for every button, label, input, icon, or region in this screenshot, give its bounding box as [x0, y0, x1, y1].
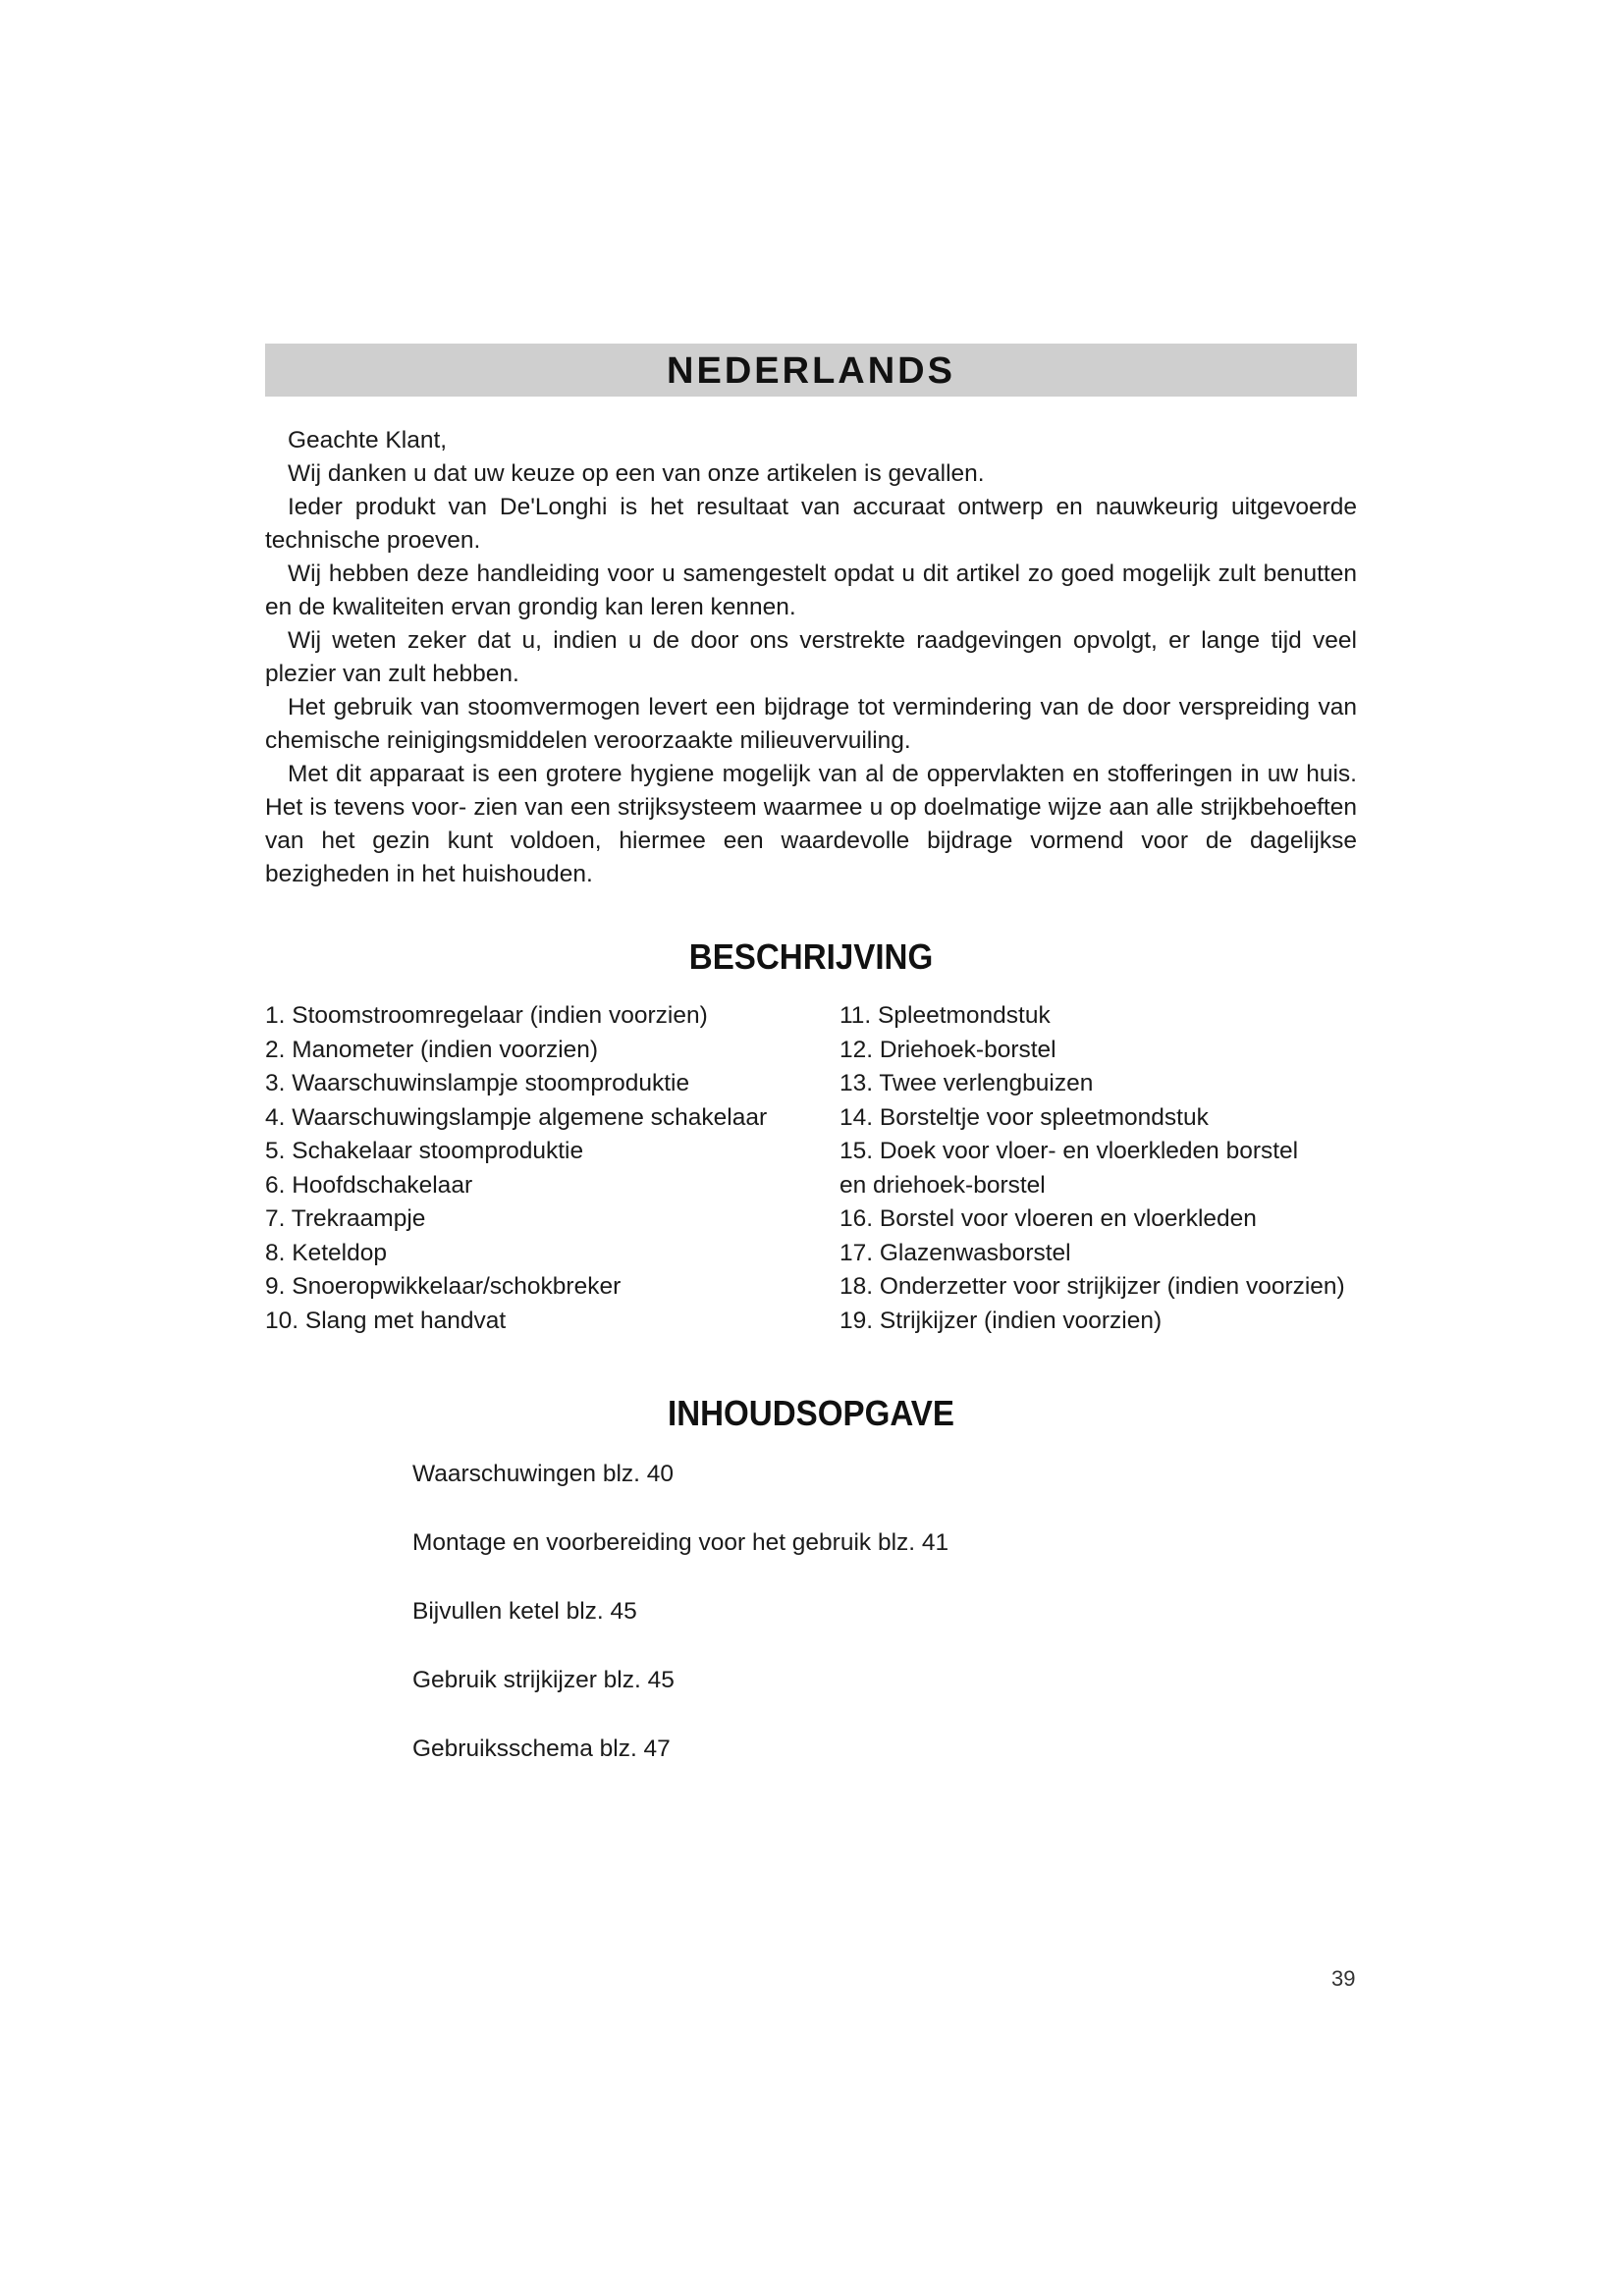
- toc-entry: Gebruik strijkijzer blz. 45: [412, 1667, 675, 1693]
- part-item: 5. Schakelaar stoomproduktie: [265, 1138, 584, 1164]
- intro-paragraph: Wij danken u dat uw keuze op een van onze artikelen is gevallen.: [288, 460, 985, 487]
- part-item: 10. Slang met handvat: [265, 1307, 507, 1334]
- part-item-continuation: en driehoek-borstel: [839, 1171, 1046, 1199]
- part-item: 8. Keteldop: [265, 1239, 387, 1266]
- inhoudsopgave-heading: INHOUDSOPGAVE: [668, 1393, 954, 1433]
- part-item: 2. Manometer (indien voorzien): [265, 1036, 599, 1063]
- toc-entry: Montage en voorbereiding voor het gebruik blz. 41: [412, 1529, 949, 1556]
- part-item: 4. Waarschuwingslampje algemene schakelaar: [265, 1103, 768, 1131]
- part-item: 12. Driehoek-borstel: [839, 1036, 1056, 1063]
- part-item: 7. Trekraampje: [265, 1205, 426, 1232]
- part-item: 18. Onderzetter voor strijkijzer (indien voorzien): [839, 1273, 1345, 1300]
- toc-entry: Gebruiksschema blz. 47: [412, 1735, 671, 1762]
- toc-entry: Bijvullen ketel blz. 45: [412, 1598, 637, 1625]
- part-item: 14. Borsteltje voor spleetmondstuk: [839, 1103, 1209, 1131]
- part-item: 17. Glazenwasborstel: [839, 1239, 1071, 1266]
- toc-entry: Waarschuwingen blz. 40: [412, 1461, 675, 1487]
- intro-paragraph: Geachte Klant,: [288, 427, 448, 454]
- part-item: 15. Doek voor vloer- en vloerkleden borstel: [839, 1138, 1299, 1164]
- part-item: 6. Hoofdschakelaar: [265, 1171, 473, 1199]
- intro-paragraph: Wij hebben deze handleiding voor u samengestelt opdat u dit artikel zo goed mogelijk zult benutten en de kwaliteiten ervan grondig kan leren kennen.: [265, 561, 1357, 620]
- parts-list: [265, 999, 1357, 1338]
- part-item: 3. Waarschuwinslampje stoomproduktie: [265, 1070, 690, 1096]
- intro-paragraph: Het gebruik van stoomvermogen levert een bijdrage tot vermindering van de door verspreiding van chemische reinigingsmiddelen veroorzaakte milieuvervuiling.: [265, 694, 1357, 754]
- parts-list-left-column: [265, 999, 839, 1338]
- part-item: 13. Twee verlengbuizen: [839, 1070, 1094, 1096]
- part-item: 16. Borstel voor vloeren en vloerkleden: [839, 1205, 1257, 1232]
- intro-paragraph: Ieder produkt van De'Longhi is het resultaat van accuraat ontwerp en nauwkeurig uitgevoerde technische proeven.: [265, 494, 1357, 554]
- intro-text: [265, 424, 1357, 891]
- manual-page: [265, 344, 1357, 1801]
- part-item: 11. Spleetmondstuk: [839, 1002, 1051, 1029]
- parts-list-right-column: [839, 999, 1357, 1338]
- intro-paragraph: Wij weten zeker dat u, indien u de door ons verstrekte raadgevingen opvolgt, er lange tijd veel plezier van zult hebben.: [265, 627, 1357, 687]
- part-item: 19. Strijkijzer (indien voorzien): [839, 1307, 1163, 1334]
- page-number: 39: [1331, 1966, 1356, 1991]
- part-item: 9. Snoeropwikkelaar/schokbreker: [265, 1273, 622, 1300]
- intro-paragraph: Met dit apparaat is een grotere hygiene mogelijk van al de oppervlakten en stofferingen in uw huis. Het is tevens voor- zien van een strijksysteem waarmee u op doelmatige wijze aan alle strijkbehoeften van het gezin kunt voldoen, hiermee een waardevolle bijdrage vormend voor de dagelijkse bezigheden in het huishouden.: [265, 761, 1357, 887]
- table-of-contents: [412, 1458, 1357, 1801]
- part-item: 1. Stoomstroomregelaar (indien voorzien): [265, 1002, 708, 1029]
- language-banner: NEDERLANDS: [265, 344, 1357, 397]
- beschrijving-heading: BESCHRIJVING: [688, 936, 934, 977]
